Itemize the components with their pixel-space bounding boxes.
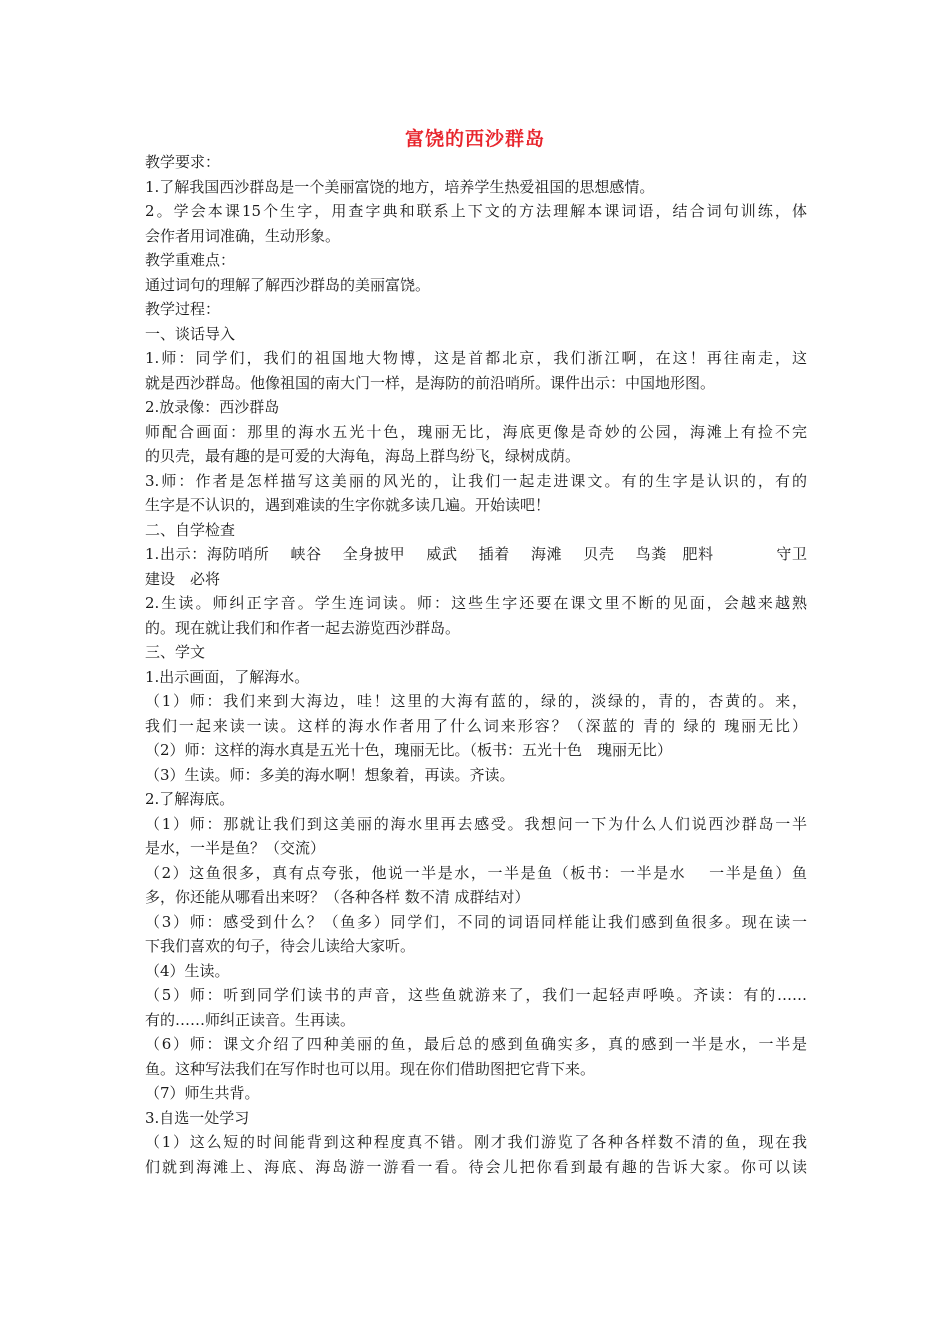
text-line: 二、自学检查 — [145, 520, 236, 539]
text-line: 通过词句的理解了解西沙群岛的美丽富饶。 — [145, 275, 431, 294]
text-line: 1.了解我国西沙群岛是一个美丽富饶的地方，培养学生热爱祖国的思想感情。 — [145, 177, 655, 196]
text-line: 鱼。这种写法我们在写作时也可以用。现在你们借助图把它背下来。 — [145, 1059, 596, 1078]
text-line: 1.师：同学们，我们的祖国地大物博，这是首都北京，我们浙江啊，在这！再往南走，这 — [145, 349, 807, 367]
text-line: 的贝壳，最有趣的是可爱的大海龟，海岛上群鸟纷飞，绿树成荫。 — [145, 447, 581, 465]
text-line: 下我们喜欢的句子，待会儿读给大家听。 — [145, 937, 416, 955]
text-line: 2.放录像：西沙群岛 — [145, 398, 280, 416]
text-line: 会作者用词准确，生动形象。 — [145, 226, 341, 245]
text-line: 1.出示画面，了解海水。 — [145, 667, 310, 686]
text-line: 3.师：作者是怎样描写这美丽的风光的，让我们一起走进课文。有的生字是认识的，有的 — [145, 471, 807, 490]
text-line: （6）师：课文介绍了四种美丽的鱼，最后总的感到鱼确实多，真的感到一半是水，一半是 — [145, 1035, 807, 1053]
text-line: （2）师：这样的海水真是五光十色，瑰丽无比。（板书：五光十色 瑰丽无比） — [145, 741, 673, 759]
text-line: （3）生读。师：多美的海水啊！想象着，再读。齐读。 — [145, 765, 515, 784]
text-line: 师配合画面：那里的海水五光十色，瑰丽无比，海底更像是奇妙的公园，海滩上有捡不完 — [145, 422, 807, 441]
text-line: （4）生读。 — [145, 961, 230, 980]
text-line: （1）这么短的时间能背到这种程度真不错。刚才我们游览了各种各样数不清的鱼，现在我 — [145, 1133, 807, 1151]
text-line: （1）师：那就让我们到这美丽的海水里再去感受。我想问一下为什么人们说西沙群岛一半 — [145, 814, 807, 833]
text-line: 生字是不认识的，遇到难读的生字你就多读几遍。开始读吧！ — [145, 496, 551, 514]
text-line: （3）师：感受到什么？（鱼多）同学们，不同的词语同样能让我们感到鱼很多。现在读一 — [145, 912, 807, 931]
text-line: 就是西沙群岛。他像祖国的南大门一样，是海防的前沿哨所。课件出示：中国地形图。 — [145, 373, 716, 392]
text-line: 2。学会本课15个生字，用查字典和联系上下文的方法理解本课词语，结合词句训练，体 — [145, 202, 807, 220]
text-line: 是水，一半是鱼？（交流） — [145, 839, 326, 857]
text-line: 3.自选一处学习 — [145, 1108, 250, 1127]
text-line: 们就到海滩上、海底、海岛游一游看一看。待会儿把你看到最有趣的告诉大家。你可以读 — [145, 1157, 807, 1176]
text-line: 多，你还能从哪看出来呀？（各种各样 数不清 成群结对） — [145, 888, 530, 906]
text-line: 我们一起来读一读。这样的海水作者用了什么词来形容？（深蓝的 青的 绿的 瑰丽无比） — [145, 716, 807, 735]
text-line: 建设 必将 — [145, 569, 221, 588]
text-line: 1.出示：海防哨所 峡谷 全身披甲 威武 插着 海滩 贝壳 鸟粪 肥料 守卫 — [145, 545, 807, 563]
text-line: 教学重难点： — [145, 251, 236, 269]
document-body — [145, 150, 807, 1179]
text-line: 的。现在就让我们和作者一起去游览西沙群岛。 — [145, 618, 461, 637]
text-line: 教学过程： — [145, 300, 221, 318]
text-line: 2.了解海底。 — [145, 790, 235, 808]
text-line: 一、谈话导入 — [145, 324, 236, 343]
text-line: 有的……师纠正读音。生再读。 — [145, 1010, 356, 1029]
text-line: （5）师：听到同学们读书的声音，这些鱼就游来了，我们一起轻声呼唤。齐读：有的…… — [145, 986, 807, 1004]
text-line: 三、学文 — [145, 643, 206, 661]
text-line: 2.生读。师纠正字音。学生连词读。师：这些生字还要在课文里不断的见面，会越来越熟 — [145, 594, 807, 612]
document-title: 富饶的西沙群岛 — [404, 128, 545, 150]
text-line: （1）师：我们来到大海边，哇！这里的大海有蓝的，绿的，淡绿的，青的，杏黄的。来， — [145, 692, 807, 710]
text-line: （2）这鱼很多，真有点夸张，他说一半是水，一半是鱼（板书：一半是水 一半是鱼）鱼 — [145, 863, 807, 882]
text-line: 教学要求： — [145, 153, 221, 171]
text-line: （7）师生共背。 — [145, 1084, 260, 1102]
